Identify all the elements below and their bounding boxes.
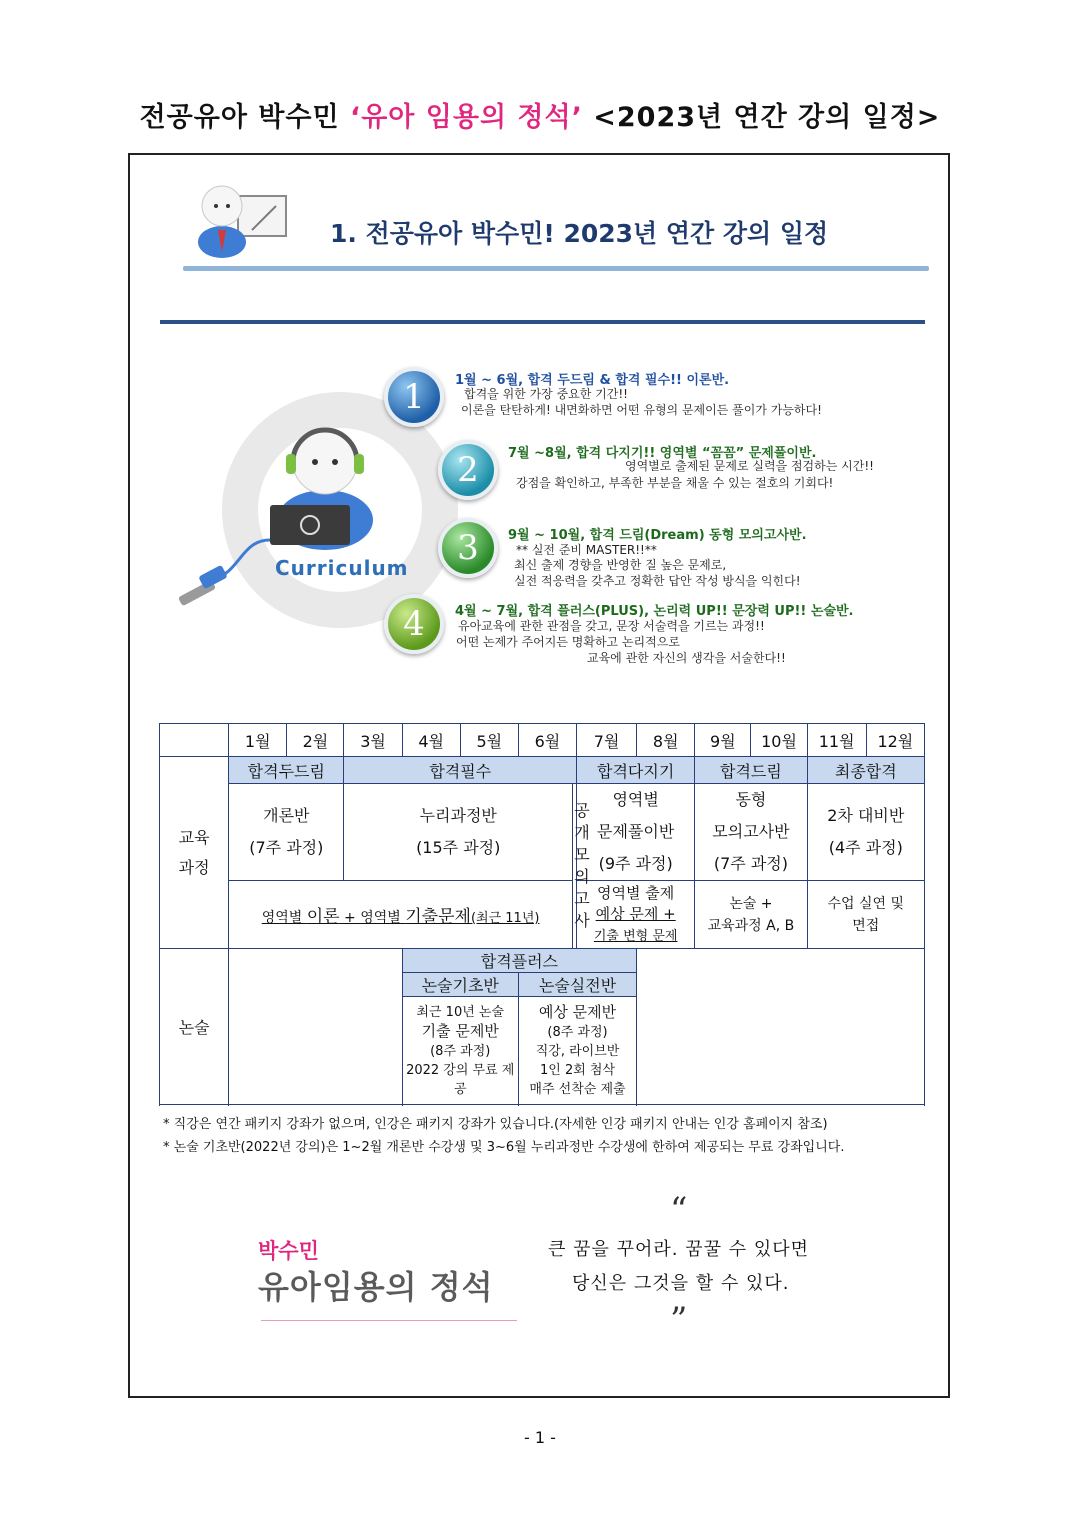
quote-close: ” — [670, 1300, 688, 1340]
month-cell: 12월 — [866, 724, 924, 757]
essay-practice: 논술실전반 — [518, 973, 636, 997]
curriculum-badge: Curriculum — [275, 556, 409, 580]
phase-cell: 최종합격 — [807, 757, 924, 784]
second-desc: 수업 실연 및 면접 — [807, 881, 924, 949]
same-desc: 논술 + 교육과정 A, B — [695, 881, 807, 949]
phase-cell: 합격필수 — [344, 757, 577, 784]
month-cell: 10월 — [751, 724, 807, 757]
phase-row — [160, 757, 925, 784]
month-cell: 9월 — [695, 724, 751, 757]
month-cell: 1월 — [229, 724, 287, 757]
step-2-title: 7월 ~8월, 합격 다지기!! 영역별 “꼼꼼” 문제풀이반. — [508, 446, 817, 461]
quote-open: “ — [670, 1190, 688, 1230]
course-mock-exam: 공개모의고사 — [573, 784, 577, 949]
quote-line: 당신은 그것을 할 수 있다. — [572, 1273, 790, 1294]
course-nuri: 누리과정반 (15주 과정) — [344, 784, 573, 881]
note-line: * 논술 기초반(2022년 강의)은 1~2월 개론반 수강생 및 3~6월 누리과정반 수강생에 한하여 제공되는 무료 강좌입니다. — [163, 1140, 845, 1155]
page-number: - 1 - — [524, 1428, 556, 1447]
note-line: * 직강은 연간 패키지 강좌가 없으며, 인강은 패키지 강좌가 있습니다.(자세한 인강 패키지 안내는 인강 홈페이지 참조) — [163, 1117, 828, 1132]
edu-label: 교육 과정 — [160, 757, 229, 949]
section-divider-dark — [160, 320, 925, 324]
course-second: 2차 대비반 (4주 과정) — [807, 784, 924, 881]
course-row — [160, 784, 925, 881]
step-4-line: 어떤 논제가 주어지든 명확하고 논리적으로 — [456, 635, 680, 649]
theory-desc: 영역별 이론 + 영역별 기출문제(최근 11년) — [229, 881, 573, 949]
step-3-number: 3 — [438, 518, 498, 578]
brand-title: 유아임용의 정석 — [258, 1268, 494, 1306]
month-cell: 11월 — [807, 724, 866, 757]
month-cell: 5월 — [460, 724, 518, 757]
plus-title: 합격플러스 — [402, 949, 637, 973]
step-1-number: 1 — [384, 367, 444, 427]
phase-cell: 합격두드림 — [229, 757, 344, 784]
step-4-title: 4월 ~ 7월, 합격 플러스(PLUS), 논리력 UP!! 문장력 UP!! 논술반. — [455, 604, 854, 619]
corner-cell — [160, 724, 229, 757]
notes — [163, 1113, 844, 1159]
presenter-icon — [196, 180, 292, 260]
step-1-title: 1월 ~ 6월, 합격 두드림 & 합격 필수!! 이론반. — [455, 373, 730, 388]
essay-practice-desc: 예상 문제반 (8주 과정) 직강, 라이브반 1인 2회 첨삭 매주 선착순 제출 — [518, 997, 636, 1105]
page-title: 전공유아 박수민 ‘유아 임용의 정석’ <2023년 연간 강의 일정> — [139, 102, 941, 133]
essay-plus-row — [160, 949, 925, 973]
section-divider — [183, 266, 929, 271]
area-desc: 영역별 출제 예상 문제 + 기출 변형 문제 — [577, 881, 695, 949]
step-3-line: 실전 적응력을 갖추고 정확한 답안 작성 방식을 익힌다! — [514, 574, 801, 588]
phase-cell: 합격드림 — [695, 757, 807, 784]
section-heading: 1. 전공유아 박수민! 2023년 연간 강의 일정 — [330, 219, 829, 248]
month-header-row — [160, 724, 925, 757]
step-3-line: ** 실전 준비 MASTER!!** — [516, 543, 657, 557]
essay-label: 논술 — [160, 949, 229, 1105]
course-area: 영역별 문제풀이반 (9주 과정) — [577, 784, 695, 881]
month-cell: 7월 — [577, 724, 637, 757]
quote-line: 큰 꿈을 꾸어라. 꿈꿀 수 있다면 — [548, 1239, 809, 1260]
essay-basic: 논술기초반 — [402, 973, 518, 997]
month-cell: 4월 — [402, 724, 460, 757]
step-4-line: 유아교육에 관한 관점을 갖고, 문장 서술력을 기르는 과정!! — [458, 619, 765, 633]
essay-basic-desc: 최근 10년 논술 기출 문제반 (8주 과정) 2022 강의 무료 제공 — [402, 997, 518, 1105]
course-intro: 개론반 (7주 과정) — [229, 784, 344, 881]
essay-empty-right — [637, 949, 925, 1105]
course-same: 동형 모의고사반 (7주 과정) — [695, 784, 807, 881]
month-cell: 2월 — [287, 724, 344, 757]
month-cell: 3월 — [344, 724, 402, 757]
phase-cell: 합격다지기 — [577, 757, 695, 784]
step-4-number: 4 — [384, 594, 444, 654]
step-1-line: 합격을 위한 가장 중요한 기간!! — [464, 387, 628, 401]
month-cell: 6월 — [518, 724, 576, 757]
brand-underline — [261, 1320, 517, 1321]
essay-empty — [229, 949, 402, 1105]
step-3-line: 최신 출제 경향을 반영한 질 높은 문제로, — [514, 558, 727, 572]
brand-name: 박수민 — [258, 1239, 319, 1263]
step-2-line: 강점을 확인하고, 부족한 부분을 채울 수 있는 절호의 기회다! — [516, 476, 834, 490]
step-2-line: 영역별로 출제된 문제로 실력을 점검하는 시간!! — [625, 459, 874, 473]
month-cell: 8월 — [637, 724, 695, 757]
schedule-table — [159, 723, 925, 1105]
step-2-number: 2 — [438, 440, 498, 500]
subcourse-row — [160, 881, 925, 949]
step-1-line: 이론을 탄탄하게! 내면화하면 어떤 유형의 문제이든 풀이가 가능하다! — [461, 403, 822, 417]
step-4-line: 교육에 관한 자신의 생각을 서술한다!! — [587, 651, 786, 665]
step-3-title: 9월 ~ 10월, 합격 드림(Dream) 동형 모의고사반. — [508, 528, 807, 543]
